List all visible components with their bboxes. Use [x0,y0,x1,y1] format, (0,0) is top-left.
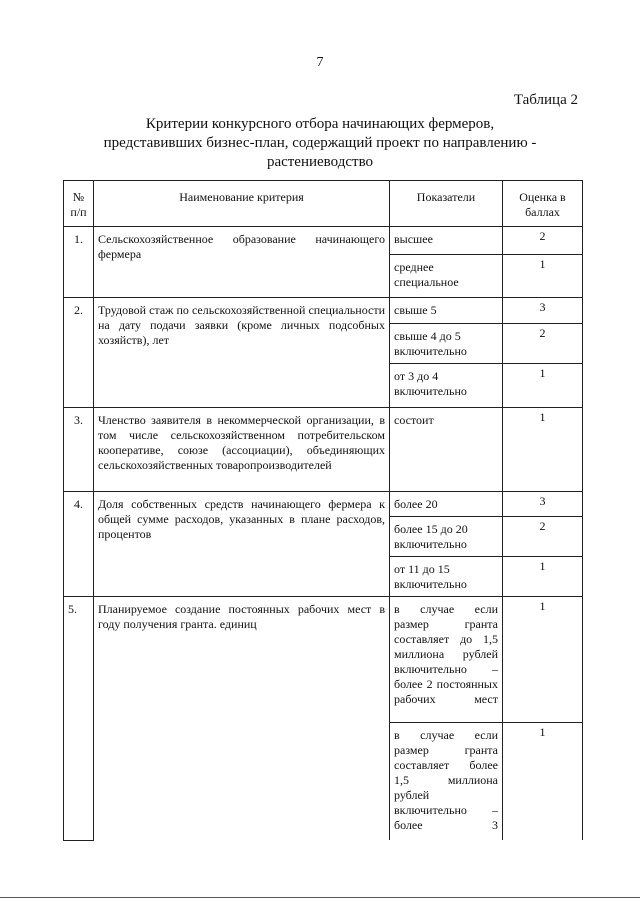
row-indicator: в случае если размер гранта составляет более 1,5 миллиона рублей включительно – более 3 [390,723,503,841]
document-title [80,115,560,172]
table-row [64,408,583,492]
table-row [64,492,583,517]
row-indicator: свыше 4 до 5 включительно [390,324,503,364]
row-score: 1 [503,597,583,723]
header-indicators: Показатели [390,181,503,227]
row-criterion: Членство заявителя в некоммерческой организации, в том числе сельскохозяйственном потребительском кооперативе, союзе (ассоциации), объединяющих сельскохозяйственных товаропроизводителей [94,408,390,492]
page-bottom-edge [0,897,640,898]
row-num: 1. [64,227,94,298]
row-num: 5. [64,597,94,841]
row-score: 2 [503,227,583,255]
row-score: 2 [503,517,583,557]
title-line-1: Критерии конкурсного отбора начинающих фермеров, [145,116,495,132]
row-score: 1 [503,408,583,492]
row-score: 3 [503,492,583,517]
row-criterion: Планируемое создание постоянных рабочих мест в году получения гранта. единиц [94,597,390,841]
row-criterion: Доля собственных средств начинающего фермера к общей сумме расходов, указанных в плане расходов, процентов [94,492,390,597]
row-score: 1 [503,364,583,408]
row-indicator: от 3 до 4 включительно [390,364,503,408]
table-row [64,298,583,324]
row-indicator: в случае если размер гранта составляет до 1,5 миллиона рублей включительно – более 2 постоянных рабочих мест [390,597,503,723]
row-num: 2. [64,298,94,408]
row-num: 3. [64,408,94,492]
row-indicator: среднее специальное [390,255,503,298]
row-criterion: Трудовой стаж по сельскохозяйственной специальности на дату подачи заявки (кроме личных подсобных хозяйств), лет [94,298,390,408]
row-score: 2 [503,324,583,364]
row-score: 1 [503,557,583,597]
row-score: 3 [503,298,583,324]
table-row [64,597,583,723]
row-indicator: свыше 5 [390,298,503,324]
criteria-table [63,180,583,841]
row-indicator: состоит [390,408,503,492]
row-indicator: более 20 [390,492,503,517]
row-indicator: более 15 до 20 включительно [390,517,503,557]
title-line-2: представивших бизнес-план, содержащий проект по направлению - [103,135,537,151]
title-line-3: растениеводство [266,154,374,170]
header-score: Оценка в баллах [503,181,583,227]
row-score: 1 [503,723,583,841]
row-indicator: высшее [390,227,503,255]
row-num: 4. [64,492,94,597]
header-num: № п/п [64,181,94,227]
row-indicator: от 11 до 15 включительно [390,557,503,597]
page-number: 7 [316,55,324,70]
row-criterion: Сельскохозяйственное образование начинающего фермера [94,227,390,298]
table-row [64,227,583,255]
table-label: Таблица 2 [513,92,578,108]
header-criterion: Наименование критерия [94,181,390,227]
header-row [64,181,583,227]
row-score: 1 [503,255,583,298]
